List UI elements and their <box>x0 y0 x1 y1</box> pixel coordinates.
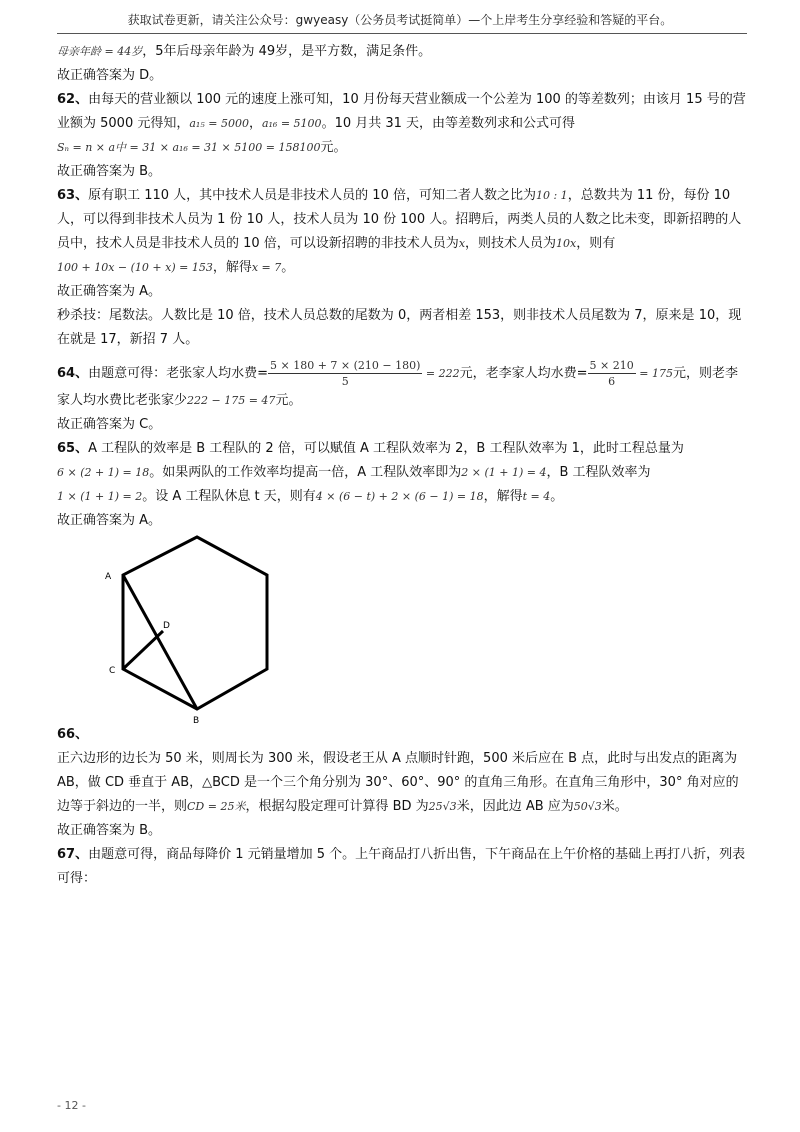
fraction-zhang-denominator: 5 <box>341 375 349 388</box>
answer-65: 故正确答案为 A。 <box>57 513 162 528</box>
q64-text-3: 元，则老李家人均水费比老张家少 <box>57 366 738 408</box>
q65-text-4: 。设 A 工程队休息 t 天，则有 <box>142 489 316 504</box>
q62-text-2: 。10 月共 31 天，由等差数列求和公式可得 <box>321 116 576 131</box>
answer-64: 故正确答案为 C。 <box>57 417 162 432</box>
q67-number: 67、 <box>57 847 89 862</box>
answer-66: 故正确答案为 B。 <box>57 823 162 838</box>
answer-61: 故正确答案为 D。 <box>57 68 163 83</box>
math-li-result: = 175 <box>635 367 673 380</box>
q62-number: 62、 <box>57 92 89 107</box>
q61-continuation <box>57 40 747 64</box>
document-body <box>57 40 747 891</box>
math-bd: 25√3 <box>428 800 457 813</box>
hexagon-diagram <box>57 533 747 723</box>
math-solution-63: x = 7 <box>251 261 282 274</box>
fraction-li-numerator: 5 × 210 <box>589 359 634 372</box>
answer-62: 故正确答案为 B。 <box>57 164 162 179</box>
q62-separator: ， <box>248 116 262 131</box>
fraction-zhang-numerator: 5 × 180 + 7 × (210 − 180) <box>270 359 421 372</box>
q66-number: 66、 <box>57 727 89 742</box>
math-equation-63: 100 + 10x − (10 + x) = 153 <box>57 261 213 274</box>
q65-text-3: ，B 工程队效率为 <box>546 465 651 480</box>
q63-text-4: ，则有 <box>576 236 616 251</box>
math-ab: 50√3 <box>573 800 602 813</box>
q65-text: A 工程队的效率是 B 工程队的 2 倍，可以赋值 A 工程队效率为 2，B 工程队效率为 1，此时工程总量为 <box>88 441 684 456</box>
q63-text-3: ，则技术人员为 <box>465 236 557 251</box>
math-a-rate: 2 × (1 + 1) = 4 <box>461 466 547 479</box>
hexagon-figure <box>97 533 337 723</box>
hexagon-outline <box>123 537 267 709</box>
math-solution-65: t = 4 <box>522 490 551 503</box>
q66-text: 正六边形的边长为 50 米，则周长为 300 米，假设老王从 A 点顺时针跑，500 米后应在 B 点，此时与出发点的距离为 AB，做 CD 垂直于 AB，△BCD 是一个三个角分别为 30°、60°、90° 的直角三角形。在直角三角形中，30° 角对应的边等于斜边的一半，则 <box>57 751 739 814</box>
fraction-zhang <box>268 358 422 389</box>
math-b-rate: 1 × (1 + 1) = 2 <box>57 490 143 503</box>
q62-text: 由每天的营业额以 100 元的速度上涨可知，10 月份每天营业额成一个公差为 100 的等差数列；由该月 15 号的营业额为 5000 元得知， <box>57 92 746 131</box>
fraction-li-denominator: 6 <box>608 375 616 388</box>
q65-text-5: ，解得 <box>483 489 523 504</box>
question-66 <box>57 747 747 819</box>
header-divider <box>57 33 747 34</box>
page-number: - 12 - <box>57 1099 86 1112</box>
math-sum-formula: Sₙ = n × a中 = 31 × a₁₆ = 31 × 5100 = 158100 <box>57 141 321 154</box>
question-67 <box>57 843 747 891</box>
math-difference: 222 − 175 = 47 <box>187 394 276 407</box>
q61-text: ，5年后母亲年龄为 49岁，是平方数，满足条件。 <box>142 44 432 59</box>
math-x: x <box>458 237 466 250</box>
answer-63: 故正确答案为 A。 <box>57 284 162 299</box>
math-cd: CD = 25米 <box>187 800 246 813</box>
q65-number: 65、 <box>57 441 89 456</box>
math-zhang-result: = 222 <box>422 367 460 380</box>
q63-text-5: ，解得 <box>212 260 252 275</box>
question-65 <box>57 437 747 509</box>
q64-number: 64、 <box>57 366 89 381</box>
label-d: D <box>163 621 170 631</box>
q63-text: 原有职工 110 人，其中技术人员是非技术人员的 10 倍，可知二者人数之比为 <box>88 188 536 203</box>
q62-unit: 元。 <box>320 140 347 155</box>
math-a16: a₁₆ = 5100 <box>261 117 322 130</box>
page-header: 获取试卷更新，请关注公众号：gwyeasy（公务员考试挺简单）—个上岸考生分享经验和答疑的平台。 <box>127 13 673 27</box>
math-10x: 10x <box>556 237 577 250</box>
q63-shortcut-tip: 秒杀技：尾数法。人数比是 10 倍，技术人员总数的尾数为 0，两者相差 153，则非技术人员尾数为 7，原来是 10，现在就是 17，新招 7 人。 <box>57 308 742 347</box>
q65-text-2: 。如果两队的工作效率均提高一倍，A 工程队效率即为 <box>149 465 462 480</box>
q63-text-6: 。 <box>281 260 295 275</box>
q66-text-4: 米。 <box>601 799 628 814</box>
q63-number: 63、 <box>57 188 89 203</box>
question-62 <box>57 88 747 160</box>
math-a15: a₁₅ = 5000 <box>189 117 249 130</box>
label-a: A <box>105 572 112 582</box>
question-64 <box>57 358 747 413</box>
math-mother-age: 母亲年龄 = 44岁 <box>57 45 143 58</box>
q64-text-2: 元，老李家人均水费= <box>459 366 588 381</box>
question-63 <box>57 184 747 280</box>
q66-text-2: ，根据勾股定理可计算得 BD 为 <box>245 799 429 814</box>
q65-text-6: 。 <box>550 489 564 504</box>
q63-text-2: ，总数共为 11 份，每份 10 人，可以得到非技术人员为 1 份 10 人，技术人员为 10 份 100 人。招聘后，两类人员的人数之比未变，即新招聘的人员中，技术人员是非技术人员的 10 倍，可以设新招聘的非技术人员为 <box>57 188 742 251</box>
q64-text: 由题意可得：老张家人均水费= <box>88 366 268 381</box>
math-equation-65: 4 × (6 − t) + 2 × (6 − 1) = 18 <box>315 490 484 503</box>
q66-text-3: 米，因此边 AB 应为 <box>456 799 574 814</box>
label-c: C <box>109 666 116 676</box>
q67-text: 由题意可得，商品每降价 1 元销量增加 5 个。上午商品打八折出售，下午商品在上午价格的基础上再打八折，列表可得： <box>57 847 746 886</box>
label-b: B <box>193 716 200 723</box>
math-total-work: 6 × (2 + 1) = 18 <box>57 466 150 479</box>
fraction-li <box>588 358 636 389</box>
segment-cd <box>123 631 163 669</box>
q64-text-4: 元。 <box>275 393 302 408</box>
math-ratio: 10 : 1 <box>535 189 568 202</box>
